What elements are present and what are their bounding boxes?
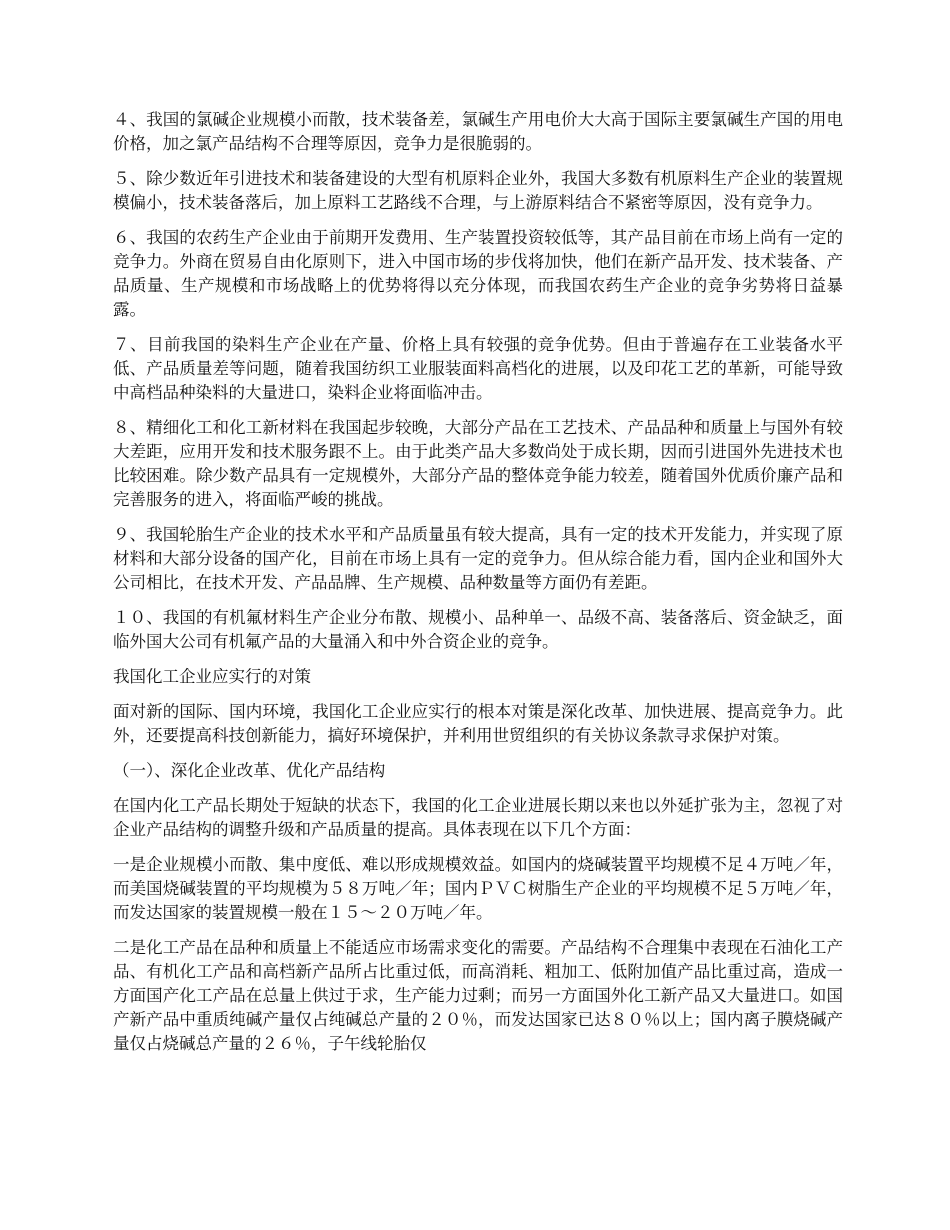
section-heading-countermeasures: 我国化工企业应实行的对策 [113, 667, 311, 686]
paragraph-point-two-structure: 二是化工产品在品种和质量上不能适应市场需求变化的需要。产品结构不合理集中表现在石油化工产品、有机化工产品和高档新产品所占比重过低，而高消耗、粗加工、低附加值产品比重过高，造成一方面国产化工产品在总量上供过于求，生产能力过剩；而另一方面国外化工新产品又大量进口。如国产新产品中重质纯碱产量仅占纯碱总产量的２０％，而发达国家已达８０％以上；国内离子膜烧碱产量仅占烧碱总产量的２６％，子午线轮胎仅 [113, 938, 843, 1053]
subsection-heading-reform: （一）、深化企业改革、优化产品结构 [113, 761, 386, 780]
paragraph-reform-background: 在国内化工产品长期处于短缺的状态下，我国的化工企业进展长期以来也以外延扩张为主，忽视了对企业产品结构的调整升级和产品质量的提高。具体表现在以下几个方面： [113, 796, 843, 839]
paragraph-item-5-organic-materials: ５、除少数近年引进技术和装备建设的大型有机原料企业外，我国大多数有机原料生产企业的装置规模偏小，技术装备落后，加上原料工艺路线不合理，与上游原料结合不紧密等原因，没有竞争力。 [113, 169, 843, 212]
paragraph-countermeasures-intro: 面对新的国际、国内环境，我国化工企业应实行的根本对策是深化改革、加快进展、提高竞争力。此外，还要提高科技创新能力，搞好环境保护，并利用世贸组织的有关协议条款寻求保护对策。 [113, 702, 843, 745]
paragraph-item-4-chlor-alkali: ４、我国的氯碱企业规模小而散，技术装备差，氯碱生产用电价大大高于国际主要氯碱生产国的用电价格，加之氯产品结构不合理等原因，竞争力是很脆弱的。 [113, 110, 843, 153]
paragraph-item-7-dyes: ７、目前我国的染料生产企业在产量、价格上具有较强的竞争优势。但由于普遍存在工业装备水平低、产品质量差等问题，随着我国纺织工业服装面料高档化的进展，以及印花工艺的革新，可能导致中高档品种染料的大量进口，染料企业将面临冲击。 [113, 335, 843, 402]
document-body [113, 108, 843, 1067]
paragraph-item-6-pesticides: ６、我国的农药生产企业由于前期开发费用、生产装置投资较低等，其产品目前在市场上尚有一定的竞争力。外商在贸易自由化原则下，进入中国市场的步伐将加快，他们在新产品开发、技术装备、产品质量、生产规模和市场战略上的优势将得以充分体现，而我国农药生产企业的竞争劣势将日益暴露。 [113, 228, 843, 319]
paragraph-item-9-tires: ９、我国轮胎生产企业的技术水平和产品质量虽有较大提高，具有一定的技术开发能力，并实现了原材料和大部分设备的国产化，目前在市场上具有一定的竞争力。但从综合能力看，国内企业和国外大公司相比，在技术开发、产品品牌、生产规模、品种数量等方面仍有差距。 [113, 525, 843, 592]
paragraph-point-one-scale: 一是企业规模小而散、集中度低、难以形成规模效益。如国内的烧碱装置平均规模不足４万吨／年，而美国烧碱装置的平均规模为５８万吨／年；国内ＰＶＣ树脂生产企业的平均规模不足５万吨／年，而发达国家的装置规模一般在１５～２０万吨／年。 [113, 855, 843, 922]
paragraph-item-10-fluorine: １０、我国的有机氟材料生产企业分布散、规模小、品种单一、品级不高、装备落后、资金缺乏，面临外国大公司有机氟产品的大量涌入和中外合资企业的竞争。 [113, 608, 843, 651]
paragraph-item-8-fine-chemicals: ８、精细化工和化工新材料在我国起步较晚，大部分产品在工艺技术、产品品种和质量上与国外有较大差距，应用开发和技术服务跟不上。由于此类产品大多数尚处于成长期，因而引进国外先进技术也比较困难。除少数产品具有一定规模外，大部分产品的整体竞争能力较差，随着国外优质价廉产品和完善服务的进入，将面临严峻的挑战。 [113, 418, 843, 509]
